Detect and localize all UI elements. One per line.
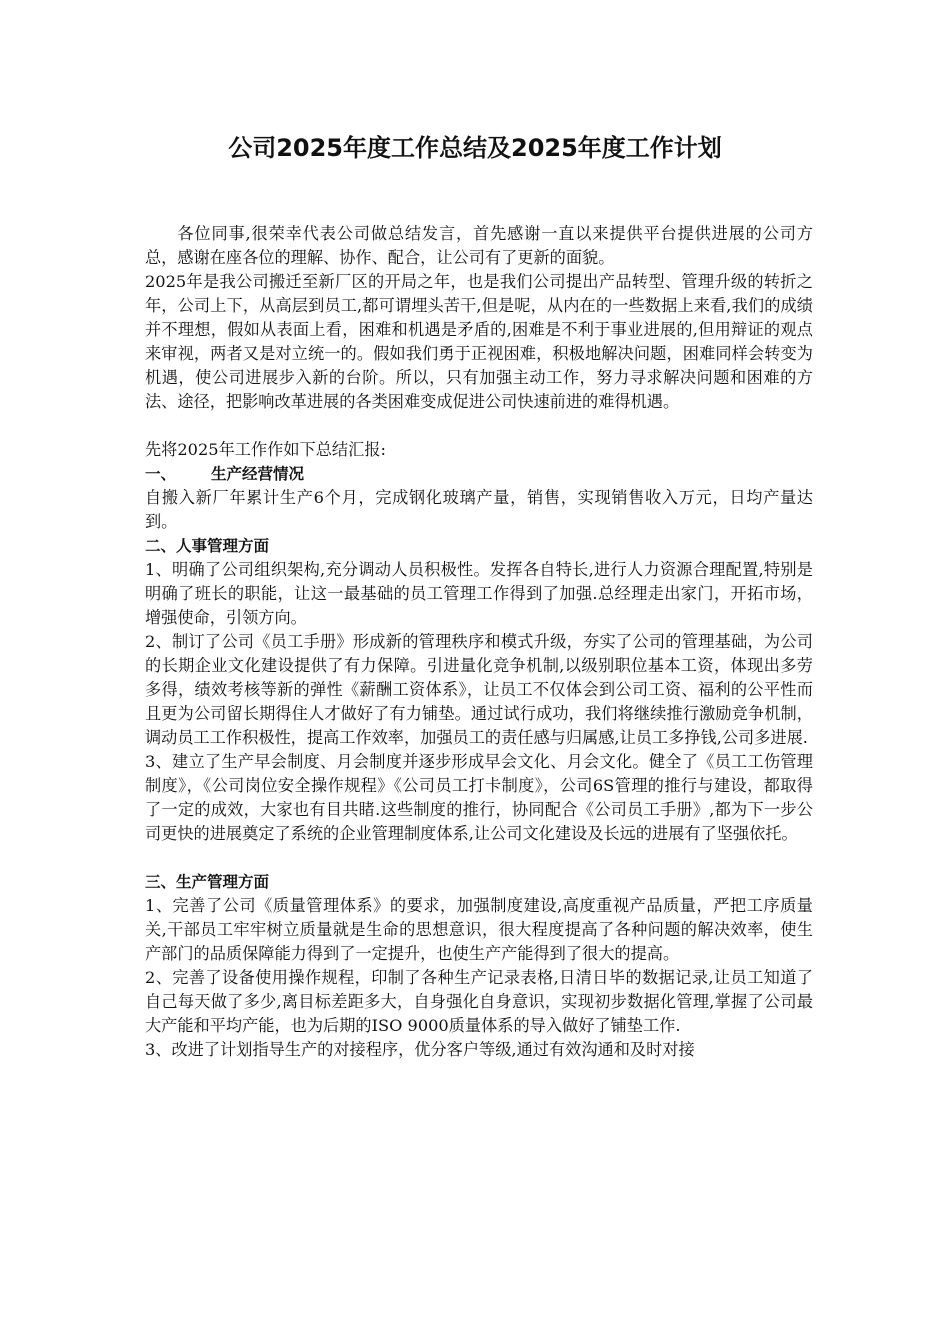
section-1-title: 生产经营情况 bbox=[211, 465, 305, 483]
section-2-item-2: 2、制订了公司《员工手册》形成新的管理秩序和模式升级，夯实了公司的管理基础，为公司的长期企业文化建设提供了有力保障。引进量化竞争机制,以级别职位基本工资，体现出多劳多得，绩效考核等新的弹性《薪酬工资体系》，让员工不仅体会到公司工资、福利的公平性而且更为公司留长期得住人才做好了有力铺垫。通过试行成功，我们将继续推行激励竞争机制，调动员工工作积极性，提高工作效率，加强员工的责任感与归属感,让员工多挣钱,公司多进展. bbox=[145, 632, 813, 747]
spacer bbox=[145, 414, 813, 438]
document-body bbox=[145, 222, 813, 1062]
document-title: 公司2025年度工作总结及2025年度工作计划 bbox=[228, 134, 722, 162]
section-1-number: 一、 bbox=[145, 465, 177, 483]
section-2-item-3: 3、建立了生产早会制度、月会制度并逐步形成早会文化、月会文化。健全了《员工工伤管理制度》，《公司岗位安全操作规程》《公司员工打卡制度》，公司6S管理的推行与建设，都取得了一定的成效，大家也有目共睹.这些制度的推行，协同配合《公司员工手册》,都为下一步公司更快的进展奠定了系统的企业管理制度体系,让公司文化建设及长远的进展有了坚强依托。 bbox=[145, 752, 813, 843]
section-3-heading: 三、生产管理方面 bbox=[145, 873, 270, 891]
section-1-text: 自搬入新厂年累计生产6个月，完成钢化玻璃产量，销售，实现销售收入万元，日均产量达到。 bbox=[145, 488, 813, 531]
section-3-item-1: 1、完善了公司《质量管理体系》的要求，加强制度建设,高度重视产品质量，严把工序质量关,干部员工牢牢树立质量就是生命的思想意识，很大程度提高了各种问题的解决效率，使生产部门的品质保障能力得到了一定提升，也使生产产能得到了很大的提高。 bbox=[145, 896, 813, 963]
section-3-item-3: 3、改进了计划指导生产的对接程序，优分客户等级,通过有效沟通和及时对接 bbox=[145, 1040, 695, 1059]
section-3-item-2: 2、完善了设备使用操作规程，印制了各种生产记录表格,日清日毕的数据记录,让员工知道了自己每天做了多少,离目标差距多大，自身强化自身意识，实现初步数据化管理,掌握了公司最大产能和平均产能，也为后期的ISO 9000质量体系的导入做好了铺垫工作. bbox=[145, 968, 813, 1035]
section-2-item-1: 1、明确了公司组织架构,充分调动人员积极性。发挥各自特长,进行人力资源合理配置,特别是明确了班长的职能，让这一最基础的员工管理工作得到了加强.总经理走出家门，开拓市场，增强使命，引领方向。 bbox=[145, 560, 813, 627]
spacer bbox=[145, 846, 813, 870]
summary-lead: 先将2025年工作作如下总结汇报: bbox=[145, 440, 386, 459]
section-2-heading: 二、人事管理方面 bbox=[145, 537, 270, 555]
intro-paragraph-2: 2025年是我公司搬迁至新厂区的开局之年，也是我们公司提出产品转型、管理升级的转折之年，公司上下，从高层到员工,都可谓埋头苦干,但是呢，从内在的一些数据上来看,我们的成绩并不理想，假如从表面上看，困难和机遇是矛盾的,困难是不利于事业进展的,但用辩证的观点来审视，两者又是对立统一的。假如我们勇于正视困难，积极地解决问题，困难同样会转变为机遇，使公司进展步入新的台阶。所以，只有加强主动工作，努力寻求解决问题和困难的方法、途径，把影响改革进展的各类困难变成促进公司快速前进的难得机遇。 bbox=[145, 272, 813, 411]
intro-paragraph-1: 各位同事,很荣幸代表公司做总结发言，首先感谢一直以来提供平台提供进展的公司方总，感谢在座各位的理解、协作、配合，让公司有了更新的面貌。 bbox=[145, 224, 813, 267]
section-1-heading bbox=[145, 462, 813, 486]
